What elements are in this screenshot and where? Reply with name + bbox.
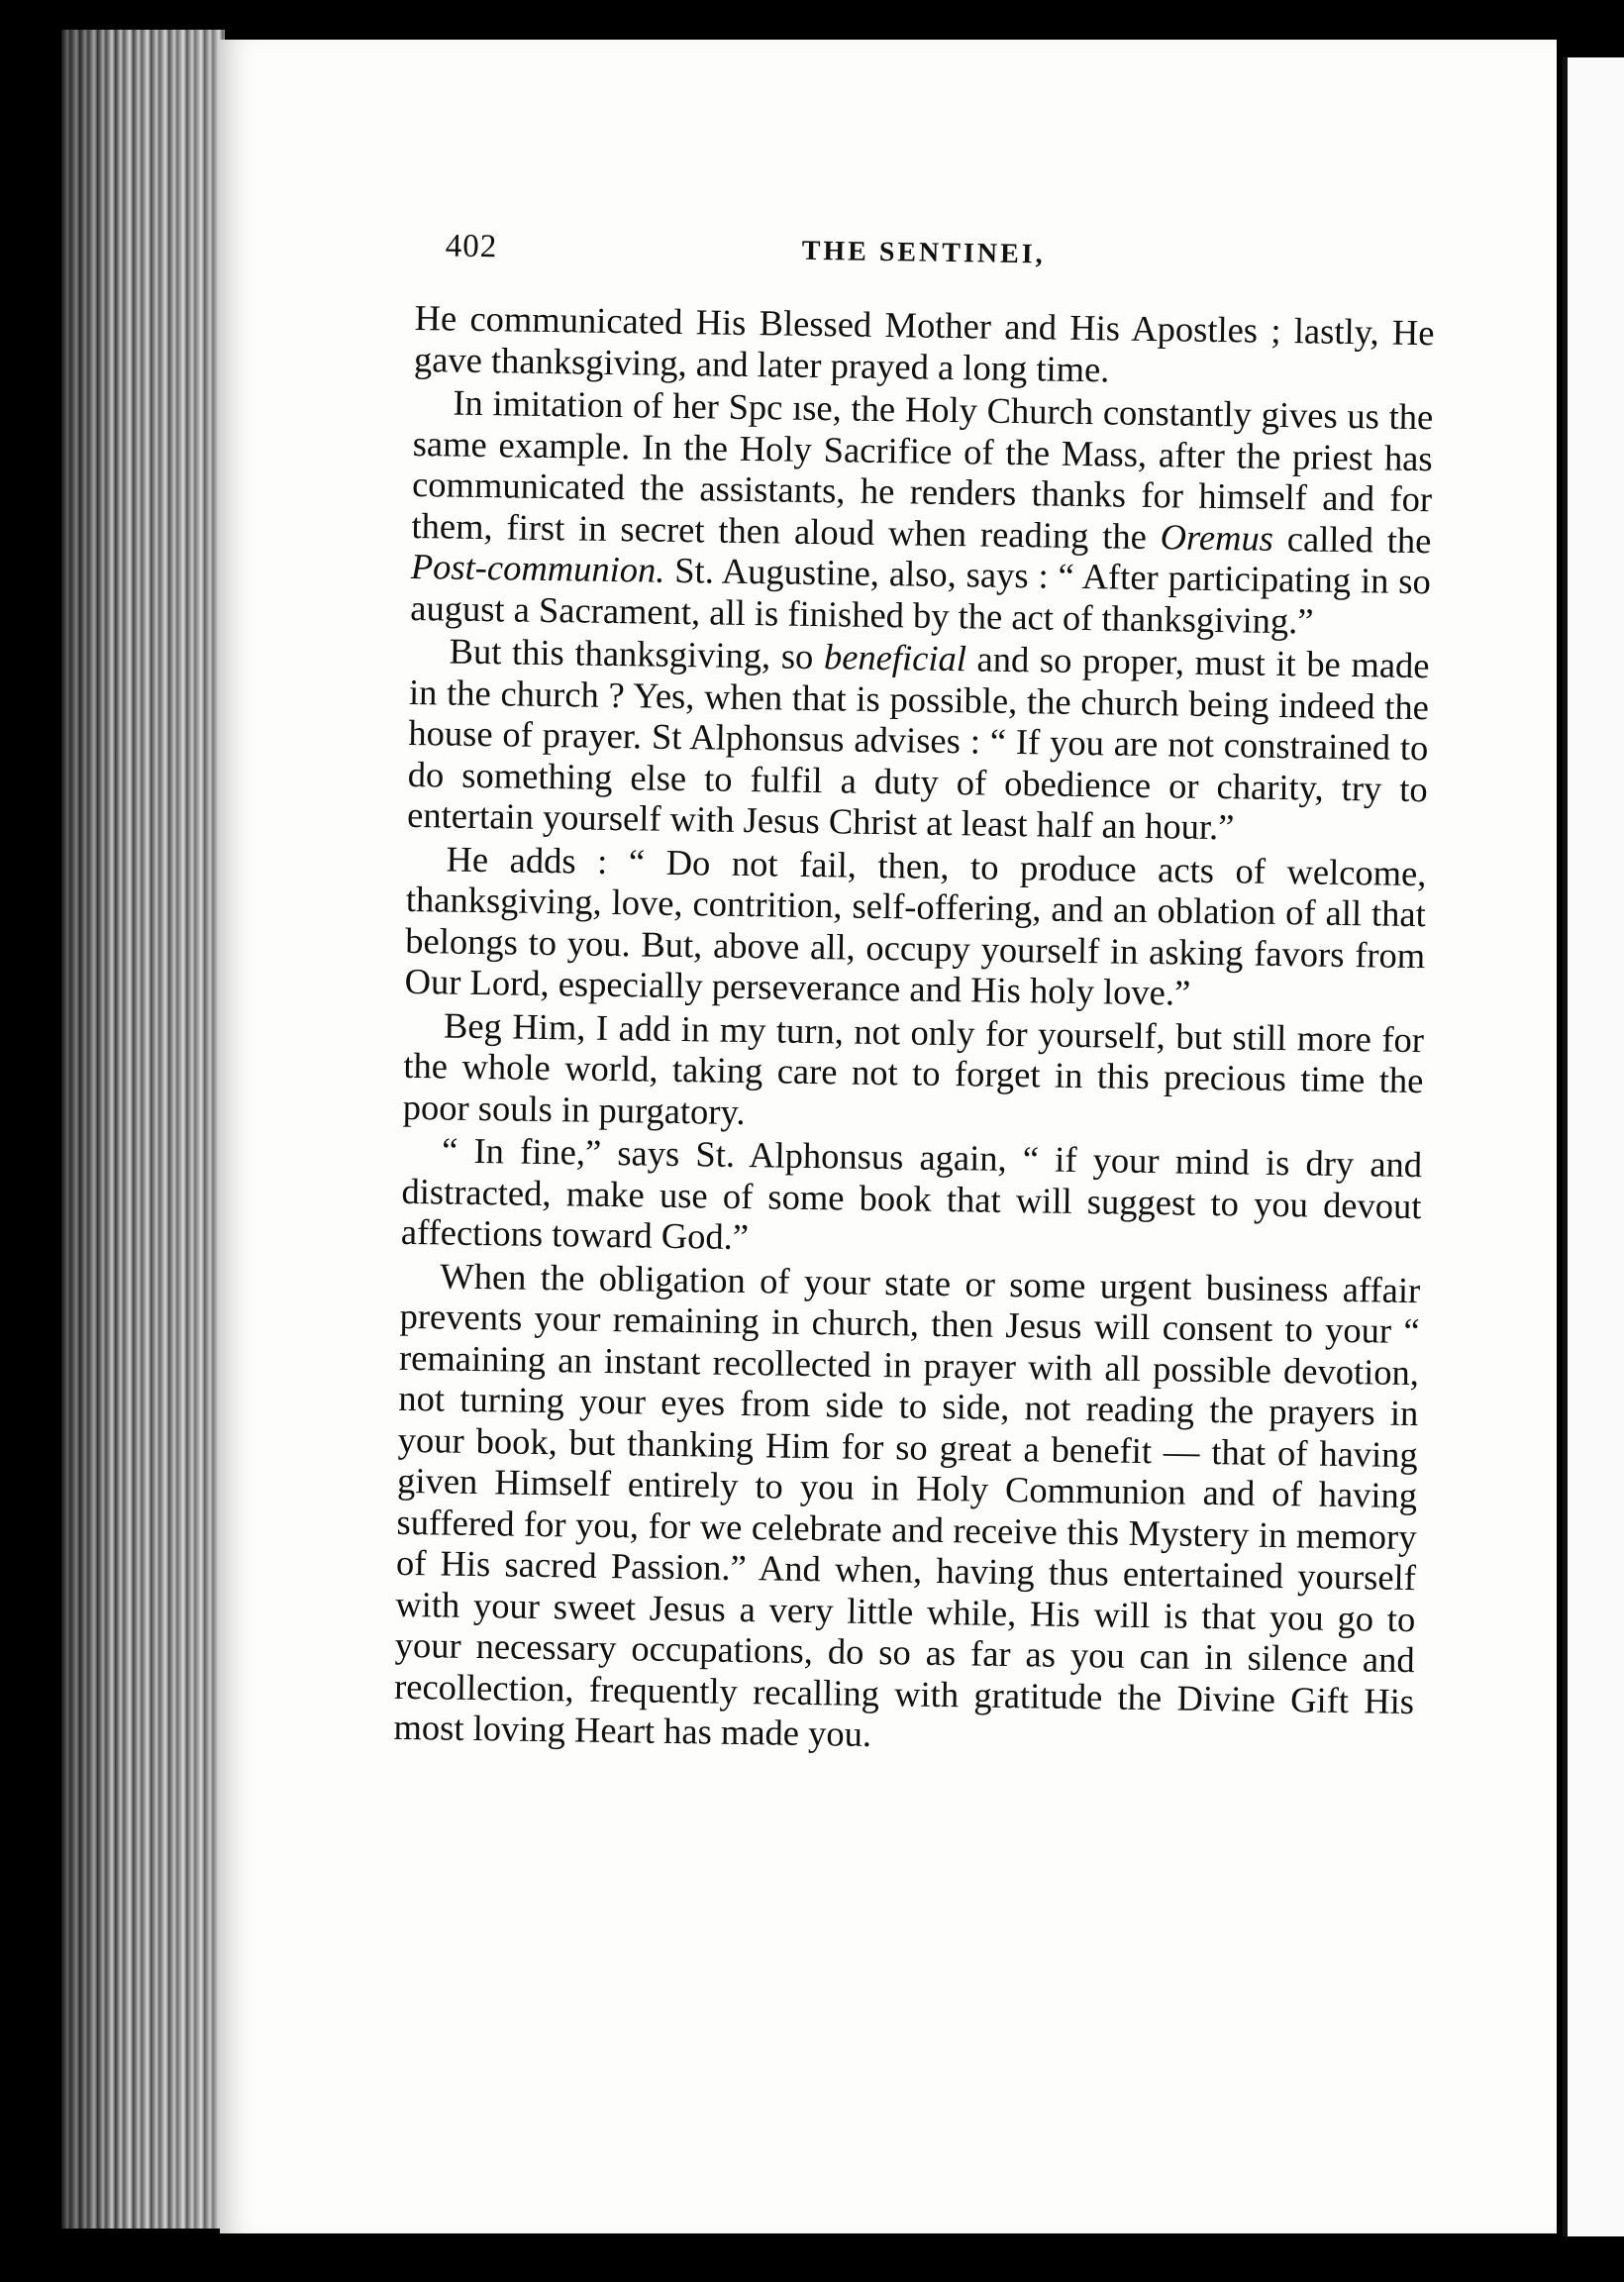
italic-term-post-communion: Post-communion.: [410, 545, 665, 590]
paragraph: [414, 297, 1435, 394]
paragraph: [410, 381, 1434, 643]
text-run: called the: [1272, 517, 1432, 561]
running-title: THE SENTINEI,: [801, 235, 1046, 270]
paragraph: [393, 1254, 1420, 1762]
paragraph: [403, 1003, 1425, 1142]
body-text: [393, 297, 1435, 1763]
text-run: St. Augustine, also, says : “ After participating in so august a Sacrament, all is finished by the act of thanksgiving.”: [410, 549, 1432, 641]
text-run: Beg Him, I add in my turn, not only for yourself, but still more for the whole world, taking care not to forget in this precious time the poor souls in purgatory.: [402, 1004, 1425, 1132]
text-run: and so proper, must it be made in the church ? Yes, when that is possible, the church being indeed the house of prayer. St Alphonsus advises : “ If you are not constrained to do something else to fulfil a duty of obedience or charity, try to entertain yourself with Jesus Christ at least half an hour.”: [406, 638, 1430, 848]
text-run: He adds : “ Do not fail, then, to produce acts of welcome, thanksgiving, love, contrition, self-offering, and an oblation of all that belongs to you. But, above all, occupy yourself in asking favors from Our Lord, especially perseverance and His holy love.”: [404, 838, 1427, 1013]
italic-term-oremus: Oremus: [1160, 515, 1274, 559]
text-run: In imitation of her Spc ıse, the Holy Church constantly gives us the same example. In the Holy Sacrifice of the Mass, after the priest has communicated the assistants, he renders thanks for himself and for them, first in secret then aloud when reading the: [411, 381, 1434, 557]
paragraph: [401, 1129, 1423, 1268]
text-run: But this thanksgiving, so: [449, 630, 825, 677]
page-content: [393, 228, 1436, 1765]
book-page-edges: [61, 30, 225, 2229]
text-run: When the obligation of your state or some urgent business affair prevents your remaining in church, then Jesus will consent to your “ remaining an instant recollected in prayer with all possible devotion, not turning your eyes from side to side, not reading the prayers in your book, but thanking Him for so great a benefit — that of having given Himself entirely to you in Holy Communion and of having suffered for you, for we celebrate and receive this Mystery in memory of His sacred Passion.” And when, having thus entertained yourself with your sweet Jesus a very little while, His will is that you go to your necessary occupations, do so as far as you can in silence and recollection, frequently recalling with gratitude the Divine Gift His most loving Heart has made you.: [393, 1254, 1421, 1754]
paragraph: [404, 837, 1426, 1016]
page-number: 402: [445, 228, 498, 265]
paragraph: [407, 630, 1430, 851]
text-run: “ In fine,” says St. Alphonsus again, “ if your mind is dry and distracted, make use of some book that will suggest to you devout affections toward God.”: [400, 1129, 1423, 1258]
facing-page-edge: [1563, 57, 1624, 2236]
text-run: He communicated His Blessed Mother and His Apostles ; lastly, He gave thanksgiving, and later prayed a long time.: [413, 296, 1435, 389]
italic-term-beneficial: beneficial: [823, 636, 967, 679]
